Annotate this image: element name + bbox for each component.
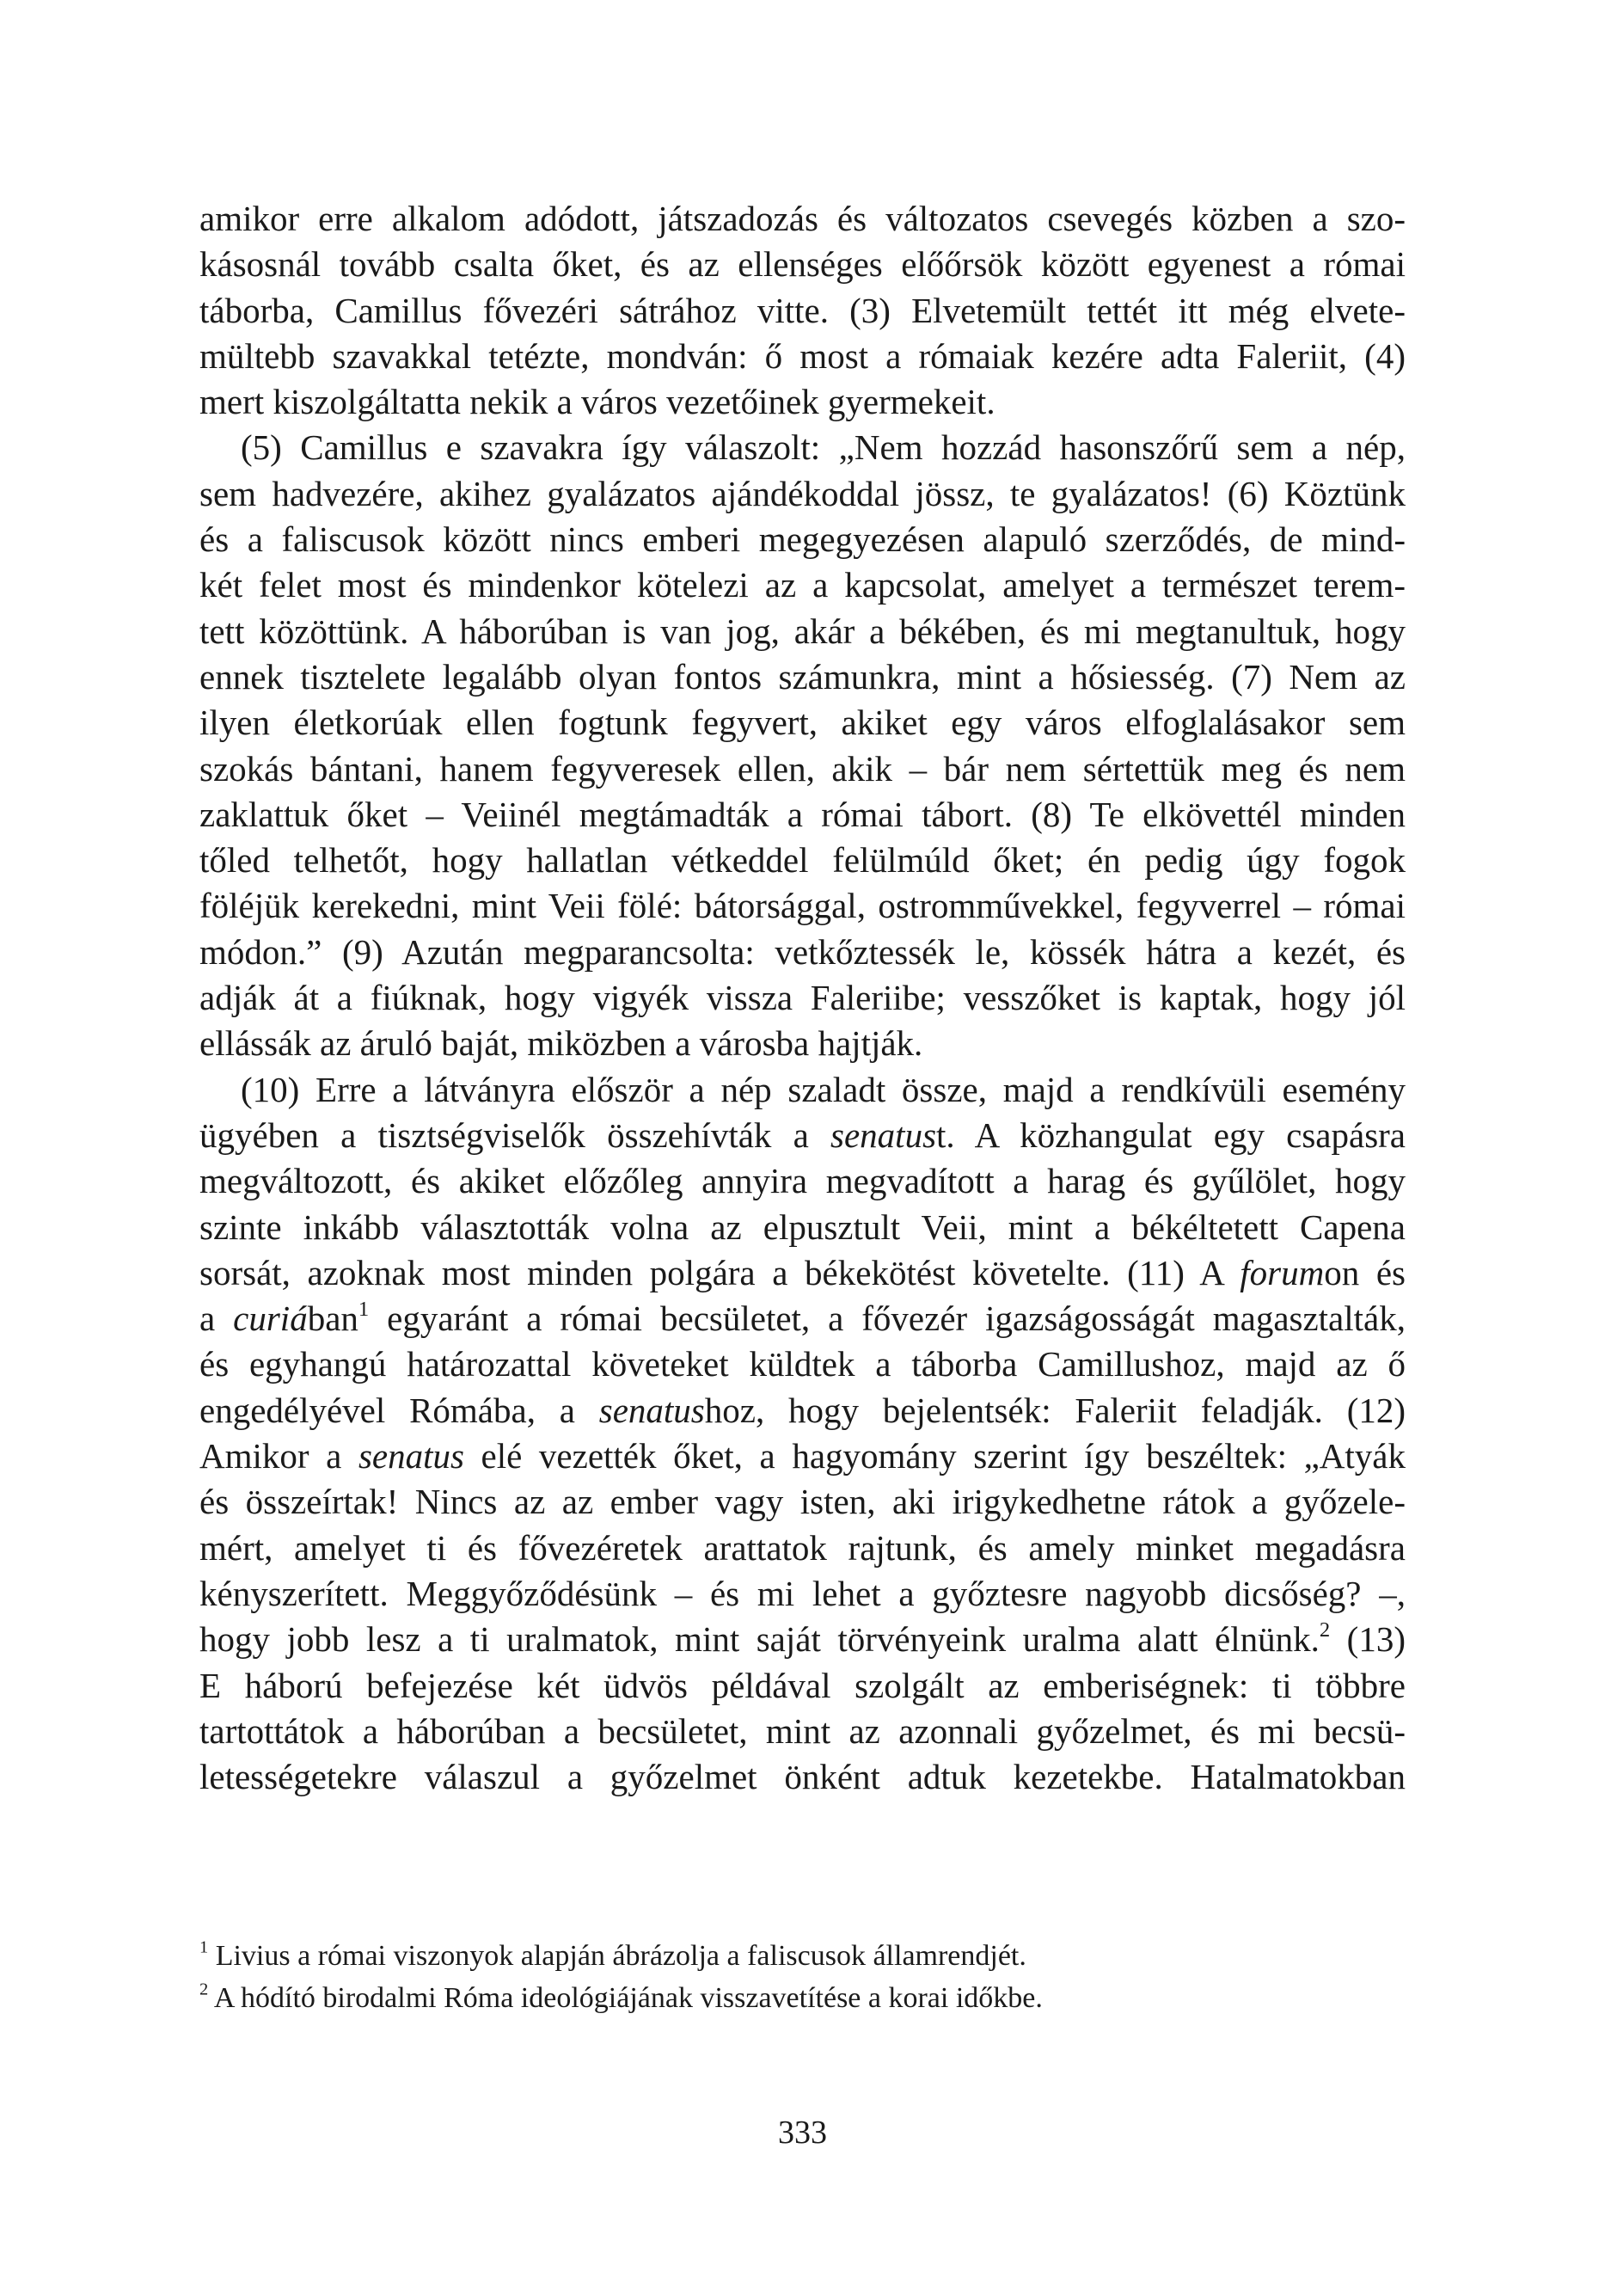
footnote-text: A hódító birodalmi Róma ideológiájának visszavetítése a korai időkbe. xyxy=(213,1982,1043,2015)
text-line: ilyen életkorúak ellen fogtunk fegyvert, akiket egy város elfoglalásakor sem xyxy=(199,703,1406,743)
text-line: zaklattuk őket – Veiinél megtámadták a római tábort. (8) Te elkövettél minden xyxy=(199,794,1406,834)
text-line: amikor erre alkalom adódott, játszadozás és változatos csevegés közben a szo- xyxy=(199,199,1406,238)
text-line: módon.” (9) Azután megparancsolta: vetkőztessék le, kössék hátra a kezét, és xyxy=(199,931,1406,972)
footnote xyxy=(199,1977,1406,2019)
text-line: föléjük kerekedni, mint Veii fölé: bátorsággal, ostromművekkel, fegyverrel – római xyxy=(199,886,1406,926)
text-line: mültebb szavakkal tetézte, mondván: ő most a rómaiak kezére adta Faleriit, (4) xyxy=(199,335,1406,376)
text-line: szinte inkább választották volna az elpusztult Veii, mint a békéltetett Capena xyxy=(199,1206,1406,1247)
footnote-text: Livius a római viszonyok alapján ábrázolja a faliscusok államrendjét. xyxy=(215,1940,1026,1972)
footnote-mark: 1 xyxy=(199,1937,209,1957)
text-line: a curiában$^1$ egyaránt a római becsületet, a fővezér igazságosságát magasztalták, xyxy=(199,1297,1406,1339)
text-line: mért, amelyet ti és fővezéretek arattatok rajtunk, és amely minket megadásra xyxy=(199,1527,1406,1568)
text-line: sorsát, azoknak most minden polgára a békekötést követelte. (11) A forumon és xyxy=(199,1252,1406,1292)
text-line: két felet most és mindenkor kötelezi az a kapcsolat, amelyet a természet terem- xyxy=(199,565,1406,605)
footnote xyxy=(199,1935,1406,1977)
text-line: letességetekre válaszul a győzelmet önként adtuk kezetekbe. Hatalmatokban xyxy=(199,1757,1406,1797)
text-line: tőled telhetőt, hogy hallatlan vétkeddel felülmúld őket; én pedig úgy fogok xyxy=(199,840,1406,881)
text-line: (10) Erre a látványra először a nép szaladt össze, majd a rendkívüli esemény xyxy=(241,1069,1406,1109)
text-line: (5) Camillus e szavakra így válaszolt: „Nem hozzád hasonszőrű sem a nép, xyxy=(241,427,1406,468)
text-line: ellássák az áruló baját, miközben a városba hajtják. xyxy=(199,1023,923,1064)
footnotes xyxy=(199,1935,1406,2020)
text-line: és egyhangú határozattal követeket küldtek a táborba Camillushoz, majd az ő xyxy=(199,1344,1406,1384)
text-line: kásosnál tovább csalta őket, és az ellenséges előőrsök között egyenest a római xyxy=(199,244,1406,285)
text-line: engedélyével Rómába, a senatushoz, hogy bejelentsék: Faleriit feladják. (12) xyxy=(199,1390,1406,1430)
text-line: sem hadvezére, akihez gyalázatos ajándékoddal jössz, te gyalázatos! (6) Köztünk xyxy=(199,473,1406,513)
text-line: Amikor a senatus elé vezették őket, a hagyomány szerint így beszéltek: „Atyák xyxy=(199,1436,1406,1476)
page-number: 333 xyxy=(778,2115,827,2151)
text-line: és a faliscusok között nincs emberi megegyezésen alapuló szerződés, de mind- xyxy=(199,519,1406,560)
text-line: mert kiszolgáltatta nekik a város vezetőinek gyermekeit. xyxy=(199,382,995,422)
text-line: tartottátok a háborúban a becsületet, mint az azonnali győzelmet, és mi becsü- xyxy=(199,1710,1406,1751)
text-line: ügyében a tisztségviselők összehívták a senatust. A közhangulat egy csapásra xyxy=(199,1114,1406,1155)
text-line: szokás bántani, hanem fegyveresek ellen, akik – bár nem sértettük meg és nem xyxy=(199,748,1406,789)
text-line: E háború befejezése két üdvös példával szolgált az emberiségnek: ti többre xyxy=(199,1665,1406,1705)
text-line: ennek tisztelete legalább olyan fontos számunkra, mint a hősiesség. (7) Nem az xyxy=(199,656,1406,697)
text-line: megváltozott, és akiket előzőleg annyira megvadított a harag és gyűlölet, hogy xyxy=(199,1161,1406,1201)
text-line: hogy jobb lesz a ti uralmatok, mint saját törvényeink uralma alatt élnünk.$^2$ (13) xyxy=(199,1618,1406,1660)
text-line: tett közöttünk. A háborúban is van jog, akár a békében, és mi megtanultuk, hogy xyxy=(199,611,1406,651)
main-text xyxy=(199,196,1406,1800)
text-line: adják át a fiúknak, hogy vigyék vissza Faleriibe; vesszőket is kaptak, hogy jól xyxy=(199,978,1406,1018)
footnote-mark: 2 xyxy=(199,1980,209,2000)
text-line: és összeírtak! Nincs az az ember vagy isten, aki irigykedhetne rátok a győzele- xyxy=(199,1482,1406,1522)
text-line: táborba, Camillus fővezéri sátrához vitte. (3) Elvetemült tettét itt még elvete- xyxy=(199,290,1406,330)
text-line: kényszerített. Meggyőződésünk – és mi lehet a győztesre nagyobb dicsőség? –, xyxy=(199,1573,1406,1613)
